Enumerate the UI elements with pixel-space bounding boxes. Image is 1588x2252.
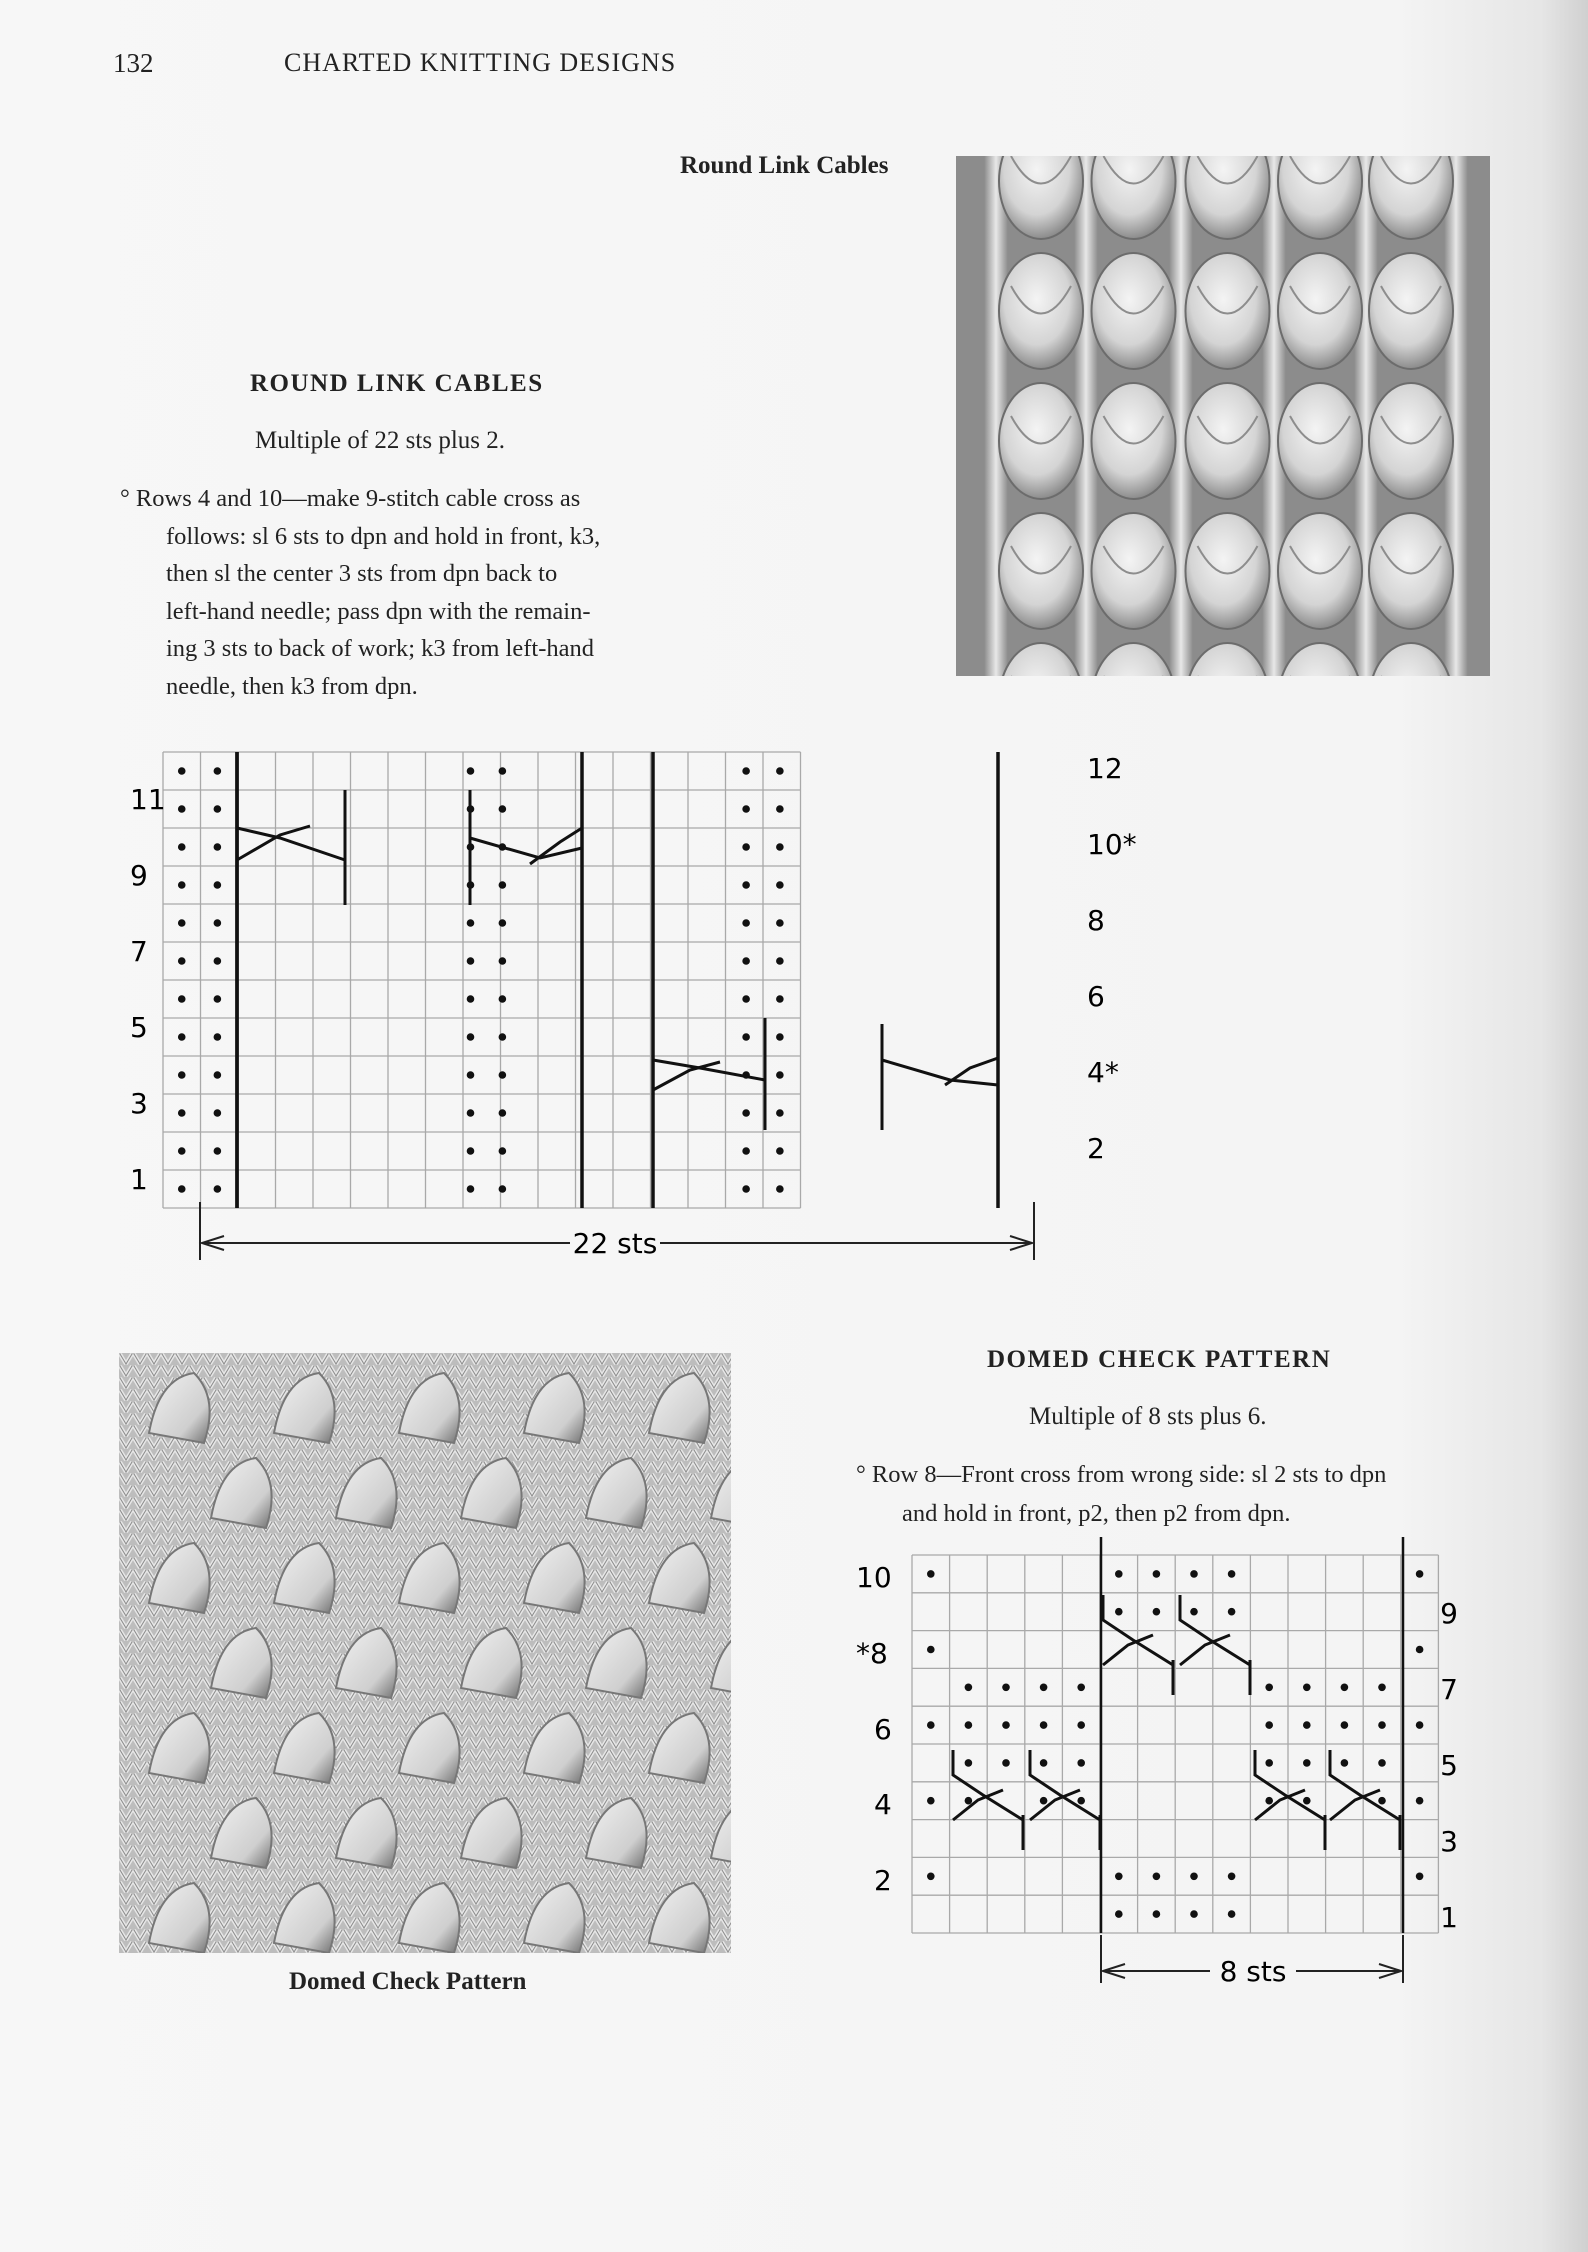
purl-dot bbox=[178, 957, 186, 965]
purl-dot bbox=[1115, 1910, 1123, 1918]
purl-dot bbox=[1077, 1684, 1085, 1692]
purl-dot bbox=[178, 767, 186, 775]
purl-dot bbox=[214, 1033, 222, 1041]
purl-dot bbox=[214, 1185, 222, 1193]
purl-dot bbox=[742, 995, 750, 1003]
purl-dot bbox=[214, 1071, 222, 1079]
domed-check-knit-texture bbox=[119, 1353, 731, 1953]
row-label-9: 9 bbox=[1440, 1597, 1458, 1630]
row-label-3: 3 bbox=[1440, 1825, 1458, 1858]
purl-dot bbox=[214, 1147, 222, 1155]
purl-dot bbox=[1190, 1873, 1198, 1881]
purl-dot bbox=[776, 843, 784, 851]
round-link-grid bbox=[163, 752, 801, 1208]
purl-dot bbox=[1002, 1759, 1010, 1767]
row-label-6: 6 bbox=[1087, 980, 1105, 1013]
purl-dot bbox=[467, 767, 475, 775]
purl-dot bbox=[1265, 1759, 1273, 1767]
cable-cross bbox=[953, 1790, 1003, 1820]
round-link-title: ROUND LINK CABLES bbox=[250, 370, 544, 397]
purl-dot bbox=[499, 919, 507, 927]
purl-dot bbox=[742, 881, 750, 889]
purl-dot bbox=[1115, 1608, 1123, 1616]
row-label-2: 2 bbox=[1087, 1132, 1105, 1165]
domed-check-swatch-photo bbox=[119, 1353, 731, 1953]
note-line: left-hand needle; pass dpn with the remain- bbox=[166, 597, 591, 625]
row-label-9: 9 bbox=[130, 859, 148, 892]
round-link-multiple: Multiple of 22 sts plus 2. bbox=[255, 427, 506, 454]
purl-dot bbox=[1341, 1721, 1349, 1729]
purl-dot bbox=[178, 805, 186, 813]
cable-link bbox=[1186, 383, 1270, 499]
purl-dot bbox=[499, 1071, 507, 1079]
purl-dot bbox=[214, 805, 222, 813]
page-number: 132 bbox=[113, 48, 154, 78]
purl-dot bbox=[467, 957, 475, 965]
cable-link bbox=[1369, 383, 1453, 499]
round-link-right-row-labels bbox=[1087, 752, 1137, 1165]
domed-check-photo-caption: Domed Check Pattern bbox=[289, 1968, 527, 1995]
purl-dot bbox=[499, 957, 507, 965]
purl-dot bbox=[1378, 1797, 1386, 1805]
purl-dot bbox=[776, 919, 784, 927]
purl-dot bbox=[467, 919, 475, 927]
purl-dot bbox=[1416, 1721, 1424, 1729]
purl-dot bbox=[1303, 1721, 1311, 1729]
purl-dot bbox=[1002, 1721, 1010, 1729]
purl-dot bbox=[1077, 1759, 1085, 1767]
row-label-5: 5 bbox=[130, 1011, 148, 1044]
round-link-left-row-labels bbox=[130, 783, 166, 1196]
purl-dot bbox=[776, 805, 784, 813]
row-label-3: 3 bbox=[130, 1087, 148, 1120]
purl-dot bbox=[467, 1185, 475, 1193]
purl-dot bbox=[499, 767, 507, 775]
purl-dot bbox=[178, 1185, 186, 1193]
purl-dot bbox=[1153, 1910, 1161, 1918]
purl-dot bbox=[499, 1185, 507, 1193]
purl-dot bbox=[1115, 1570, 1123, 1578]
purl-dot bbox=[467, 1109, 475, 1117]
cable-cross bbox=[653, 1060, 765, 1080]
purl-dot bbox=[776, 767, 784, 775]
purl-dot bbox=[1190, 1608, 1198, 1616]
row-label-7: 7 bbox=[1440, 1673, 1458, 1706]
cable-cross bbox=[953, 1750, 1023, 1820]
purl-dot bbox=[1416, 1797, 1424, 1805]
row-label-7: 7 bbox=[130, 935, 148, 968]
purl-dot bbox=[965, 1721, 973, 1729]
purl-dot bbox=[1153, 1570, 1161, 1578]
purl-dot bbox=[214, 1109, 222, 1117]
purl-dot bbox=[214, 767, 222, 775]
cable-link bbox=[1278, 253, 1362, 369]
purl-dot bbox=[1378, 1684, 1386, 1692]
domed-check-left-row-labels bbox=[856, 1561, 892, 1897]
purl-dot bbox=[1265, 1684, 1273, 1692]
row-label-11: 11 bbox=[130, 783, 166, 816]
purl-dot bbox=[1416, 1646, 1424, 1654]
purl-dot bbox=[178, 1109, 186, 1117]
purl-dot bbox=[214, 843, 222, 851]
purl-dot bbox=[1303, 1797, 1311, 1805]
cable-cross bbox=[1030, 1750, 1100, 1820]
note-line: ° Rows 4 and 10—make 9-stitch cable cross as bbox=[120, 485, 581, 512]
purl-dot bbox=[742, 1033, 750, 1041]
purl-dot bbox=[1341, 1759, 1349, 1767]
domed-check-repeat-bracket bbox=[1101, 1935, 1403, 1988]
purl-dot bbox=[927, 1646, 935, 1654]
purl-dot bbox=[742, 805, 750, 813]
purl-dot bbox=[1303, 1684, 1311, 1692]
purl-dot bbox=[1265, 1721, 1273, 1729]
row-label-4: 4 bbox=[874, 1788, 892, 1821]
purl-dot bbox=[742, 1185, 750, 1193]
purl-dot bbox=[742, 1147, 750, 1155]
purl-dot bbox=[1115, 1873, 1123, 1881]
row-label-10: 10* bbox=[1087, 828, 1137, 861]
purl-dot bbox=[1416, 1873, 1424, 1881]
purl-dot bbox=[776, 995, 784, 1003]
purl-dot bbox=[1002, 1684, 1010, 1692]
purl-dot bbox=[1416, 1570, 1424, 1578]
purl-dot bbox=[742, 843, 750, 851]
row-label-1: 1 bbox=[130, 1163, 148, 1196]
purl-dot bbox=[1077, 1797, 1085, 1805]
purl-dot bbox=[742, 919, 750, 927]
purl-dot bbox=[214, 919, 222, 927]
note-line: ° Row 8—Front cross from wrong side: sl 2 sts to dpn bbox=[856, 1461, 1387, 1488]
note-line: ing 3 sts to back of work; k3 from left-hand bbox=[166, 635, 594, 662]
cable-cross bbox=[1103, 1635, 1153, 1665]
domed-check-repeat-label: 8 sts bbox=[1219, 1955, 1287, 1988]
purl-dot bbox=[1153, 1608, 1161, 1616]
purl-dot bbox=[1228, 1570, 1236, 1578]
round-link-photo-caption: Round Link Cables bbox=[680, 152, 889, 179]
round-link-repeat-label: 22 sts bbox=[572, 1227, 658, 1260]
purl-dot bbox=[1378, 1759, 1386, 1767]
purl-dot bbox=[214, 881, 222, 889]
cable-link bbox=[1278, 383, 1362, 499]
purl-dot bbox=[1190, 1910, 1198, 1918]
round-link-knit-texture bbox=[956, 156, 1490, 676]
row-label-4: 4* bbox=[1087, 1056, 1119, 1089]
cable-link bbox=[1369, 513, 1453, 629]
note-line: follows: sl 6 sts to dpn and hold in front, k3, bbox=[166, 522, 601, 550]
purl-dot bbox=[927, 1570, 935, 1578]
purl-dot bbox=[776, 881, 784, 889]
purl-dot bbox=[1378, 1721, 1386, 1729]
cable-link bbox=[1092, 253, 1176, 369]
purl-dot bbox=[776, 1109, 784, 1117]
domed-check-multiple: Multiple of 8 sts plus 6. bbox=[1029, 1403, 1267, 1430]
purl-dot bbox=[499, 805, 507, 813]
purl-dot bbox=[776, 1033, 784, 1041]
running-title: CHARTED KNITTING DESIGNS bbox=[284, 48, 677, 77]
purl-dot bbox=[1040, 1759, 1048, 1767]
note-line: and hold in front, p2, then p2 from dpn. bbox=[902, 1500, 1291, 1527]
purl-dot bbox=[467, 1147, 475, 1155]
row-label-1: 1 bbox=[1440, 1901, 1458, 1934]
purl-dot bbox=[1040, 1684, 1048, 1692]
domed-check-right-row-labels bbox=[1440, 1597, 1458, 1934]
row-label-8: 8 bbox=[1087, 904, 1105, 937]
purl-dot bbox=[178, 1033, 186, 1041]
row-label-8: *8 bbox=[856, 1637, 888, 1670]
cable-link bbox=[1186, 253, 1270, 369]
purl-dot bbox=[178, 919, 186, 927]
cable-cross bbox=[1180, 1635, 1230, 1665]
cable-link bbox=[1092, 513, 1176, 629]
cable-link bbox=[1186, 513, 1270, 629]
purl-dot bbox=[178, 843, 186, 851]
purl-dot bbox=[1040, 1797, 1048, 1805]
purl-dot bbox=[965, 1797, 973, 1805]
row-label-2: 2 bbox=[874, 1864, 892, 1897]
purl-dot bbox=[499, 1109, 507, 1117]
purl-dot bbox=[927, 1873, 935, 1881]
purl-dot bbox=[965, 1759, 973, 1767]
purl-dot bbox=[927, 1797, 935, 1805]
cable-cross bbox=[1255, 1790, 1305, 1820]
cable-link bbox=[999, 513, 1083, 629]
purl-dot bbox=[178, 1071, 186, 1079]
round-link-chart bbox=[100, 740, 1160, 1270]
purl-dot bbox=[776, 957, 784, 965]
purl-dot bbox=[178, 1147, 186, 1155]
row-label-12: 12 bbox=[1087, 752, 1123, 785]
purl-dot bbox=[1077, 1721, 1085, 1729]
purl-dot bbox=[499, 881, 507, 889]
purl-dot bbox=[1228, 1608, 1236, 1616]
domed-check-chart bbox=[840, 1535, 1480, 1995]
cable-cross bbox=[1255, 1750, 1325, 1820]
cable-link bbox=[999, 383, 1083, 499]
purl-dot bbox=[776, 1147, 784, 1155]
cable-cross bbox=[470, 838, 582, 858]
note-line: then sl the center 3 sts from dpn back to bbox=[166, 560, 558, 587]
cable-cross bbox=[1330, 1790, 1380, 1820]
row-label-5: 5 bbox=[1440, 1749, 1458, 1782]
purl-dot bbox=[1190, 1570, 1198, 1578]
row-label-10: 10 bbox=[856, 1561, 892, 1594]
purl-dot bbox=[467, 1033, 475, 1041]
domed-check-title: DOMED CHECK PATTERN bbox=[987, 1346, 1332, 1373]
purl-dot bbox=[742, 957, 750, 965]
purl-dot bbox=[1341, 1684, 1349, 1692]
purl-dot bbox=[467, 1071, 475, 1079]
purl-dot bbox=[1228, 1910, 1236, 1918]
cable-link bbox=[1278, 513, 1362, 629]
round-link-repeat-bracket bbox=[200, 1202, 1034, 1260]
domed-check-grid bbox=[912, 1555, 1438, 1933]
purl-dot bbox=[214, 995, 222, 1003]
purl-dot bbox=[1228, 1873, 1236, 1881]
cable-link bbox=[999, 253, 1083, 369]
cable-cross bbox=[1330, 1750, 1400, 1820]
purl-dot bbox=[742, 767, 750, 775]
purl-dot bbox=[776, 1071, 784, 1079]
purl-dot bbox=[776, 1185, 784, 1193]
purl-dot bbox=[499, 995, 507, 1003]
purl-dot bbox=[1040, 1721, 1048, 1729]
cable-cross bbox=[1030, 1790, 1080, 1820]
purl-dot bbox=[467, 995, 475, 1003]
purl-dot bbox=[499, 1147, 507, 1155]
round-link-swatch-photo bbox=[956, 156, 1490, 676]
cable-link bbox=[1369, 253, 1453, 369]
domed-check-note bbox=[856, 1455, 1496, 1533]
purl-dot bbox=[178, 995, 186, 1003]
note-line: needle, then k3 from dpn. bbox=[166, 672, 418, 700]
purl-dot bbox=[214, 957, 222, 965]
row-label-6: 6 bbox=[874, 1713, 892, 1746]
purl-dot bbox=[742, 1109, 750, 1117]
cable-link bbox=[1092, 383, 1176, 499]
purl-dot bbox=[499, 1033, 507, 1041]
purl-dot bbox=[927, 1721, 935, 1729]
purl-dot bbox=[1303, 1759, 1311, 1767]
purl-dot bbox=[178, 881, 186, 889]
purl-dot bbox=[1153, 1873, 1161, 1881]
round-link-note bbox=[120, 480, 705, 705]
purl-dot bbox=[1265, 1797, 1273, 1805]
purl-dot bbox=[965, 1684, 973, 1692]
